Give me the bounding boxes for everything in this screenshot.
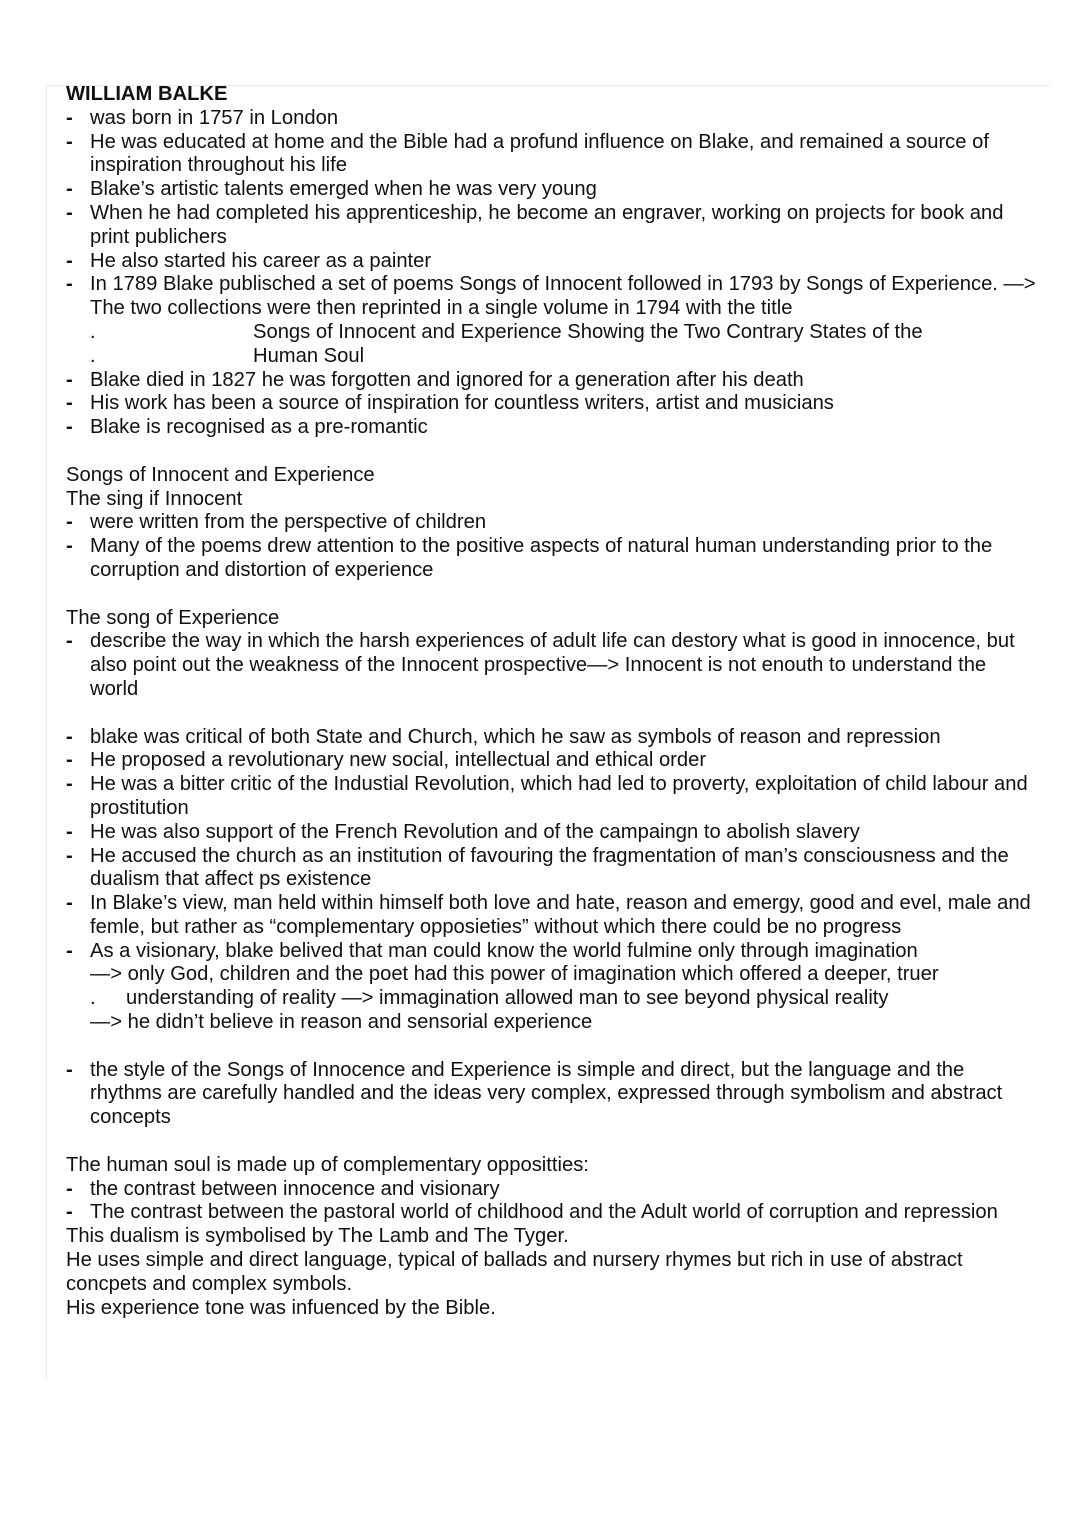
bio-item: - When he had completed his apprenticeship, he become an engraver, working on projects for book and print publichers	[66, 202, 1036, 250]
bio-sub-dot: .	[90, 344, 96, 367]
document-body	[66, 83, 1036, 1320]
spacer	[66, 1035, 1036, 1059]
views-item: - He was also support of the French Revolution and of the campaingn to abolish slavery	[66, 821, 1036, 845]
style-list	[66, 1059, 1036, 1130]
views-item: - He proposed a revolutionary new social, intellectual and ethical order	[66, 749, 1036, 773]
visionary-sub-line	[90, 987, 1036, 1011]
bio-item: - was born in 1757 in London	[66, 107, 1036, 131]
spacer	[66, 440, 1036, 464]
soul-item: - the contrast between innocence and visionary	[66, 1178, 1036, 1202]
section-heading: The human soul is made up of complementary oppositties:	[66, 1153, 589, 1176]
views-item-visionary	[66, 940, 1036, 1035]
bio-item: - His work has been a source of inspiration for countless writers, artist and musicians	[66, 392, 1036, 416]
bio-sub-dot: .	[90, 320, 96, 343]
section-heading: Songs of Innocent and Experience	[66, 463, 375, 486]
section-heading: The song of Experience	[66, 606, 280, 629]
experience-item: - describe the way in which the harsh experiences of adult life can destory what is good in innocence, but also point out the weakness of the Innocent prospective—> Innocent is not enouth to understand the world	[66, 630, 1036, 701]
views-item: - blake was critical of both State and Church, which he saw as symbols of reason and repression	[66, 726, 1036, 750]
closing-line: This dualism is symbolised by The Lamb and The Tyger.	[66, 1225, 569, 1248]
spacer	[66, 1130, 1036, 1154]
bio-item-publication	[66, 273, 1036, 368]
innocent-list	[66, 511, 1036, 582]
visionary-sub-line: —> he didn’t believe in reason and sensorial experience	[90, 1011, 593, 1034]
bio-item: - Blake is recognised as a pre-romantic	[66, 416, 1036, 440]
spacer	[66, 702, 1036, 726]
bio-sub-line	[90, 345, 1036, 369]
views-item-text: As a visionary, blake belived that man could know the world fulmine only through imagination	[90, 939, 918, 962]
closing-line: He uses simple and direct language, typical of ballads and nursery rhymes but rich in use of abstract concpets and complex symbols.	[66, 1249, 963, 1295]
section-subheading: The sing if Innocent	[66, 487, 243, 510]
soul-item: - The contrast between the pastoral world of childhood and the Adult world of corruption and repression	[66, 1201, 1036, 1225]
visionary-sub-line: —> only God, children and the poet had this power of imagination which offered a deeper, truer	[90, 963, 939, 986]
spacer	[66, 583, 1036, 607]
closing-line: His experience tone was infuenced by the Bible.	[66, 1296, 496, 1319]
bio-item: - He was educated at home and the Bible had a profund influence on Blake, and remained a source of inspiration throughout his life	[66, 131, 1036, 179]
style-item: - the style of the Songs of Innocence and Experience is simple and direct, but the language and the rhythms are carefully handled and the ideas very complex, expressed through symbolism and abstract concepts	[66, 1059, 1036, 1130]
bio-sub-text: Human Soul	[253, 344, 365, 367]
innocent-item: - were written from the perspective of children	[66, 511, 1036, 535]
soul-list	[66, 1178, 1036, 1226]
page-edge-left	[46, 85, 47, 1381]
bio-list	[66, 107, 1036, 440]
bio-item: - He also started his career as a painter	[66, 250, 1036, 274]
visionary-sub-dot: .	[90, 987, 96, 1010]
bio-item: - Blake’s artistic talents emerged when he was very young	[66, 178, 1036, 202]
views-item: - He was a bitter critic of the Industial Revolution, which had led to proverty, exploitation of child labour and prostitution	[66, 773, 1036, 821]
views-list	[66, 726, 1036, 1035]
views-item: - In Blake’s view, man held within himself both love and hate, reason and emergy, good and evel, male and femle, but rather as “complementary opposieties” without which there could be no progress	[66, 892, 1036, 940]
views-item: - He accused the church as an institution of favouring the fragmentation of man’s consciousness and the dualism that affect ps existence	[66, 845, 1036, 893]
visionary-sub-text: understanding of reality —> immagination allowed man to see beyond physical reality	[126, 987, 889, 1010]
bio-item-text: In 1789 Blake publisched a set of poems Songs of Innocent followed in 1793 by Songs of Experience. —> The two collections were then reprinted in a single volume in 1794 with the title	[90, 273, 1036, 320]
experience-list	[66, 630, 1036, 701]
innocent-item: - Many of the poems drew attention to the positive aspects of natural human understanding prior to the corruption and distortion of experience	[66, 535, 1036, 583]
bio-sub-line	[90, 321, 1036, 345]
document-title: WILLIAM BALKE	[66, 83, 228, 105]
bio-item: - Blake died in 1827 he was forgotten and ignored for a generation after his death	[66, 369, 1036, 393]
bio-sub-text: Songs of Innocent and Experience Showing the Two Contrary States of the	[253, 320, 923, 343]
